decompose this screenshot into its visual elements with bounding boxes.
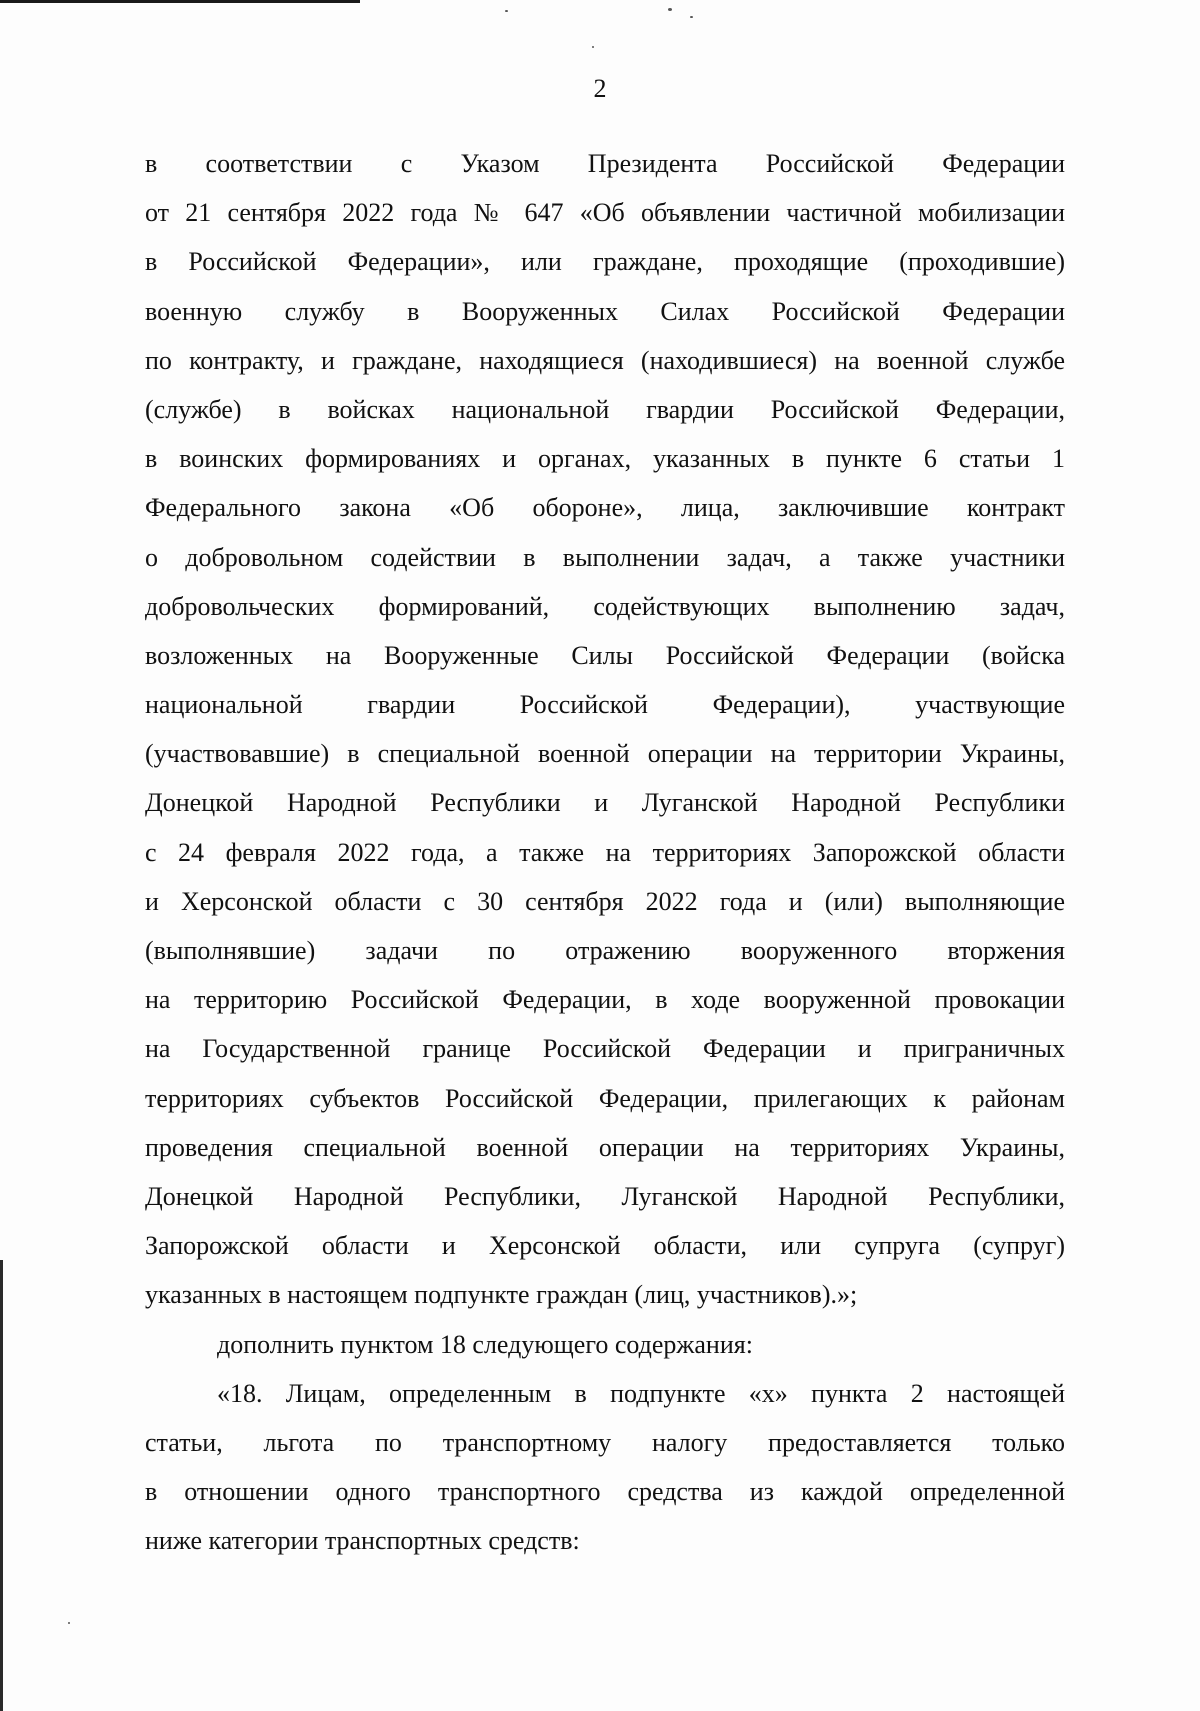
scan-speck bbox=[690, 16, 693, 18]
scan-speck bbox=[68, 1622, 70, 1624]
paragraph bbox=[145, 1320, 1065, 1369]
text-line: национальной гвардии Российской Федерации), участвующие bbox=[145, 690, 1065, 720]
text-line: дополнить пунктом 18 следующего содержания: bbox=[217, 1329, 753, 1359]
text-line: проведения специальной военной операции на территориях Украины, bbox=[145, 1132, 1065, 1162]
paragraph bbox=[145, 139, 1065, 1320]
text-line: от 21 сентября 2022 года № 647 «Об объявлении частичной мобилизации bbox=[145, 198, 1065, 228]
paragraph bbox=[145, 1369, 1065, 1566]
text-line: Запорожской области и Херсонской области, или супруга (супруг) bbox=[145, 1231, 1065, 1261]
document-body bbox=[145, 139, 1065, 1565]
scan-artifact-left-edge bbox=[0, 1260, 3, 1711]
text-line: на Государственной границе Российской Федерации и приграничных bbox=[145, 1034, 1065, 1064]
text-line: Федерального закона «Об обороне», лица, заключившие контракт bbox=[145, 493, 1065, 523]
scan-artifact-top-line bbox=[0, 0, 360, 3]
scan-speck bbox=[505, 10, 508, 12]
text-line: в отношении одного транспортного средства из каждой определенной bbox=[145, 1477, 1065, 1507]
text-line: добровольческих формирований, содействующих выполнению задач, bbox=[145, 591, 1065, 621]
text-line: территориях субъектов Российской Федерации, прилегающих к районам bbox=[145, 1083, 1065, 1113]
text-line: и Херсонской области с 30 сентября 2022 года и (или) выполняющие bbox=[145, 886, 1065, 916]
text-line: статьи, льгота по транспортному налогу предоставляется только bbox=[145, 1427, 1065, 1457]
text-line: на территорию Российской Федерации, в ходе вооруженной провокации bbox=[145, 985, 1065, 1015]
text-line: в воинских формированиях и органах, указанных в пункте 6 статьи 1 bbox=[145, 444, 1065, 474]
text-line: «18. Лицам, определенным в подпункте «х» пункта 2 настоящей bbox=[217, 1378, 1065, 1408]
text-line: (службе) в войсках национальной гвардии Российской Федерации, bbox=[145, 394, 1065, 424]
text-line: в Российской Федерации», или граждане, проходящие (проходившие) bbox=[145, 247, 1065, 277]
text-line: с 24 февраля 2022 года, а также на территориях Запорожской области bbox=[145, 837, 1065, 867]
scan-speck bbox=[668, 8, 672, 11]
text-line: военную службу в Вооруженных Силах Российской Федерации bbox=[145, 296, 1065, 326]
scan-speck bbox=[592, 46, 594, 48]
text-line: возложенных на Вооруженные Силы Российской Федерации (войска bbox=[145, 640, 1065, 670]
text-line: о добровольном содействии в выполнении задач, а также участники bbox=[145, 542, 1065, 572]
page-number: 2 bbox=[593, 74, 607, 103]
text-line: (выполнявшие) задачи по отражению вооруженного вторжения bbox=[145, 936, 1065, 965]
text-line: ниже категории транспортных средств: bbox=[145, 1526, 580, 1556]
text-line: по контракту, и граждане, находящиеся (находившиеся) на военной службе bbox=[145, 345, 1065, 375]
text-line: указанных в настоящем подпункте граждан (лиц, участников).»; bbox=[145, 1280, 858, 1310]
text-line: Донецкой Народной Республики, Луганской Народной Республики, bbox=[145, 1181, 1065, 1211]
text-line: (участвовавшие) в специальной военной операции на территории Украины, bbox=[145, 739, 1065, 769]
text-line: в соответствии с Указом Президента Российской Федерации bbox=[145, 149, 1065, 178]
text-line: Донецкой Народной Республики и Луганской Народной Республики bbox=[145, 788, 1065, 818]
